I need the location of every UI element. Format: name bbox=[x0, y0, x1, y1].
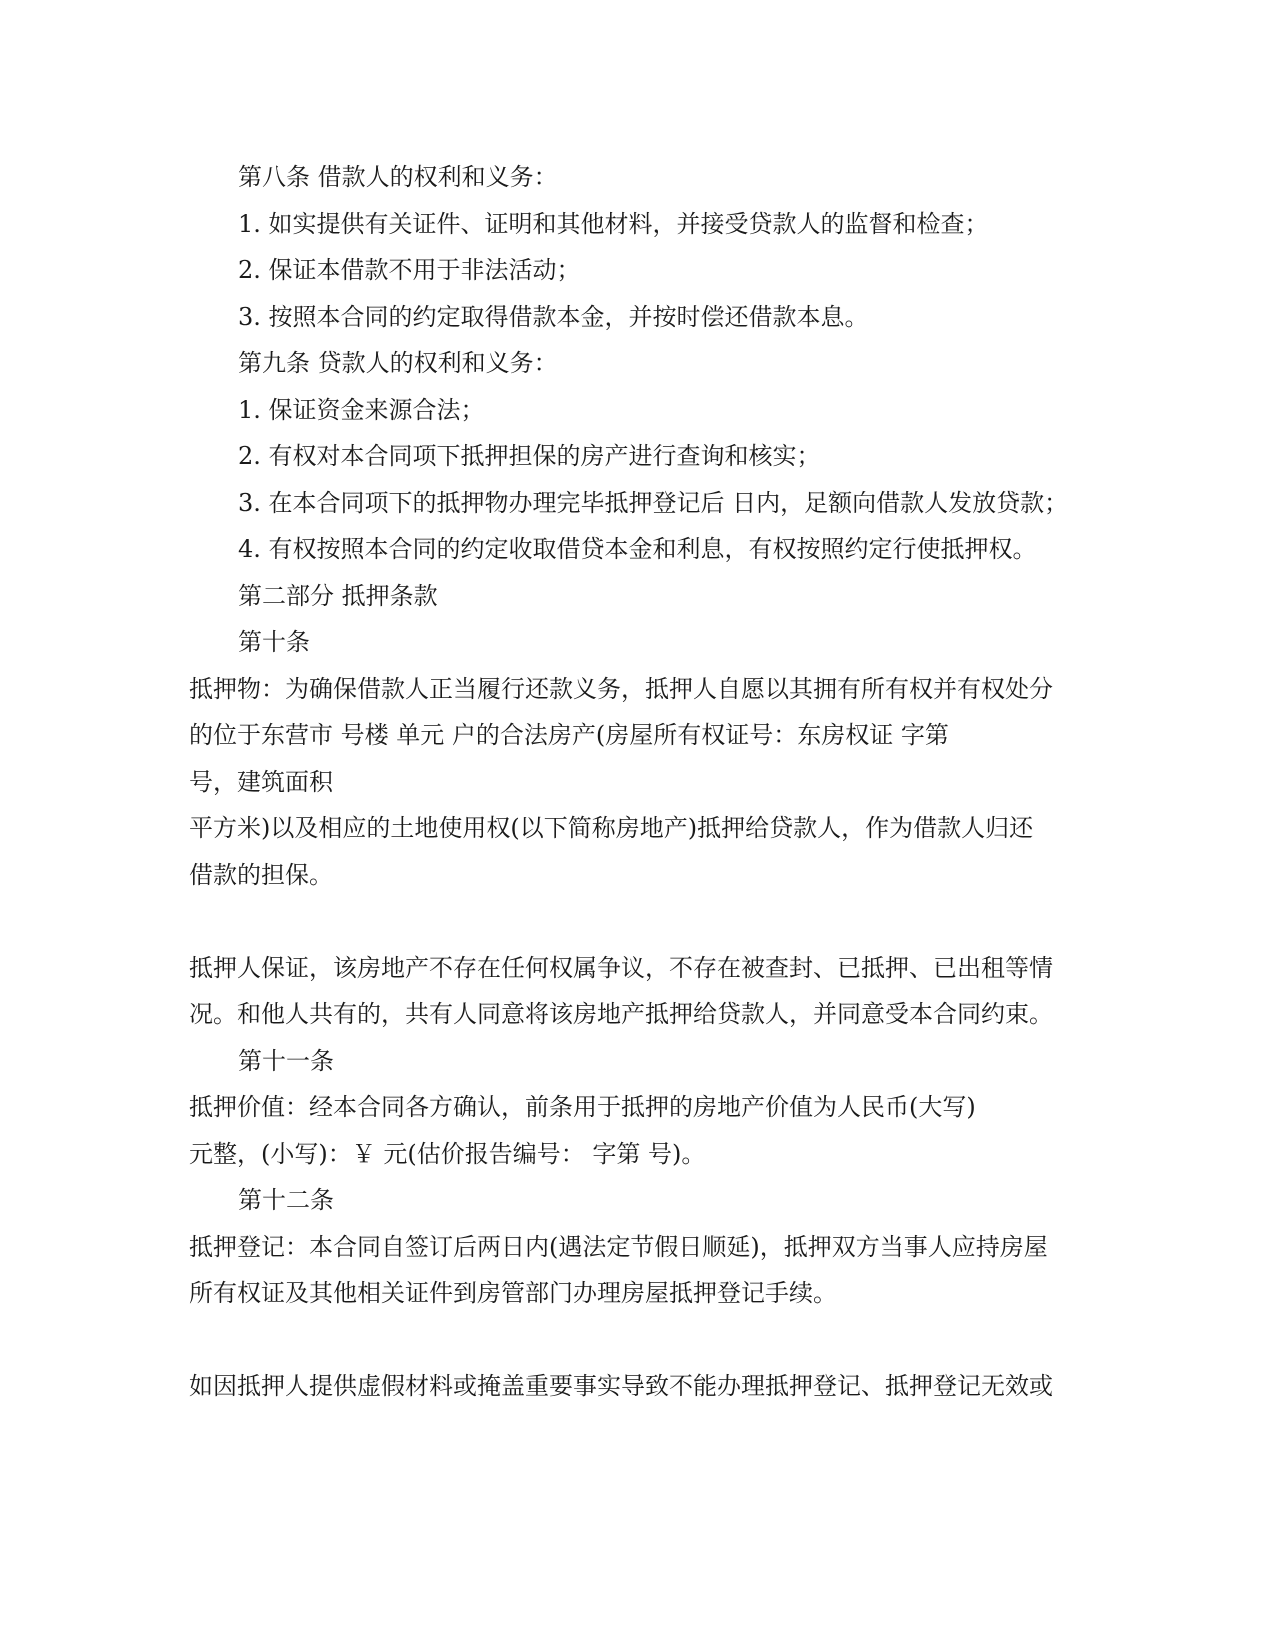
paragraph-line: 平方米)以及相应的土地使用权(以下简称房地产)抵押给贷款人，作为借款人归还 bbox=[189, 814, 1034, 842]
article-11-heading: 第十一条 bbox=[238, 1047, 334, 1075]
article-8-heading: 第八条 借款人的权利和义务： bbox=[238, 163, 558, 191]
paragraph-line: 况。和他人共有的，共有人同意将该房地产抵押给贷款人，并同意受本合同约束。 bbox=[189, 1000, 1053, 1028]
paragraph-line: 号，建筑面积 bbox=[189, 768, 333, 796]
paragraph-line: 借款的担保。 bbox=[189, 861, 333, 889]
paragraph-line: 抵押登记：本合同自签订后两日内(遇法定节假日顺延)，抵押双方当事人应持房屋 bbox=[189, 1233, 1048, 1261]
paragraph-line: 元整，(小写)：￥ 元(估价报告编号： 字第 号)。 bbox=[189, 1140, 706, 1168]
article-10-heading: 第十条 bbox=[238, 628, 310, 656]
paragraph-line: 如因抵押人提供虚假材料或掩盖重要事实导致不能办理抵押登记、抵押登记无效或 bbox=[189, 1372, 1053, 1400]
paragraph-line: 抵押物：为确保借款人正当履行还款义务，抵押人自愿以其拥有所有权并有权处分 bbox=[189, 675, 1053, 703]
paragraph-line: 的位于东营市 号楼 单元 户的合法房产(房屋所有权证号：东房权证 字第 bbox=[189, 721, 949, 749]
article-9-heading: 第九条 贷款人的权利和义务： bbox=[238, 349, 558, 377]
paragraph-line: 抵押人保证，该房地产不存在任何权属争议，不存在被查封、已抵押、已出租等情 bbox=[189, 954, 1053, 982]
article-9-item-2: 2. 有权对本合同项下抵押担保的房产进行查询和核实； bbox=[238, 442, 821, 470]
article-12-heading: 第十二条 bbox=[238, 1186, 334, 1214]
article-9-item-4: 4. 有权按照本合同的约定收取借贷本金和利息，有权按照约定行使抵押权。 bbox=[238, 535, 1037, 563]
article-8-item-1: 1. 如实提供有关证件、证明和其他材料，并接受贷款人的监督和检查； bbox=[238, 210, 989, 238]
paragraph-line: 抵押价值：经本合同各方确认，前条用于抵押的房地产价值为人民币(大写) bbox=[189, 1093, 976, 1121]
part-2-heading: 第二部分 抵押条款 bbox=[238, 582, 438, 610]
article-8-item-2: 2. 保证本借款不用于非法活动； bbox=[238, 256, 581, 284]
paragraph-line: 所有权证及其他相关证件到房管部门办理房屋抵押登记手续。 bbox=[189, 1279, 837, 1307]
article-9-item-1: 1. 保证资金来源合法； bbox=[238, 396, 485, 424]
article-8-item-3: 3. 按照本合同的约定取得借款本金，并按时偿还借款本息。 bbox=[238, 303, 869, 331]
article-9-item-3: 3. 在本合同项下的抵押物办理完毕抵押登记后 日内，足额向借款人发放贷款； bbox=[238, 489, 1069, 517]
